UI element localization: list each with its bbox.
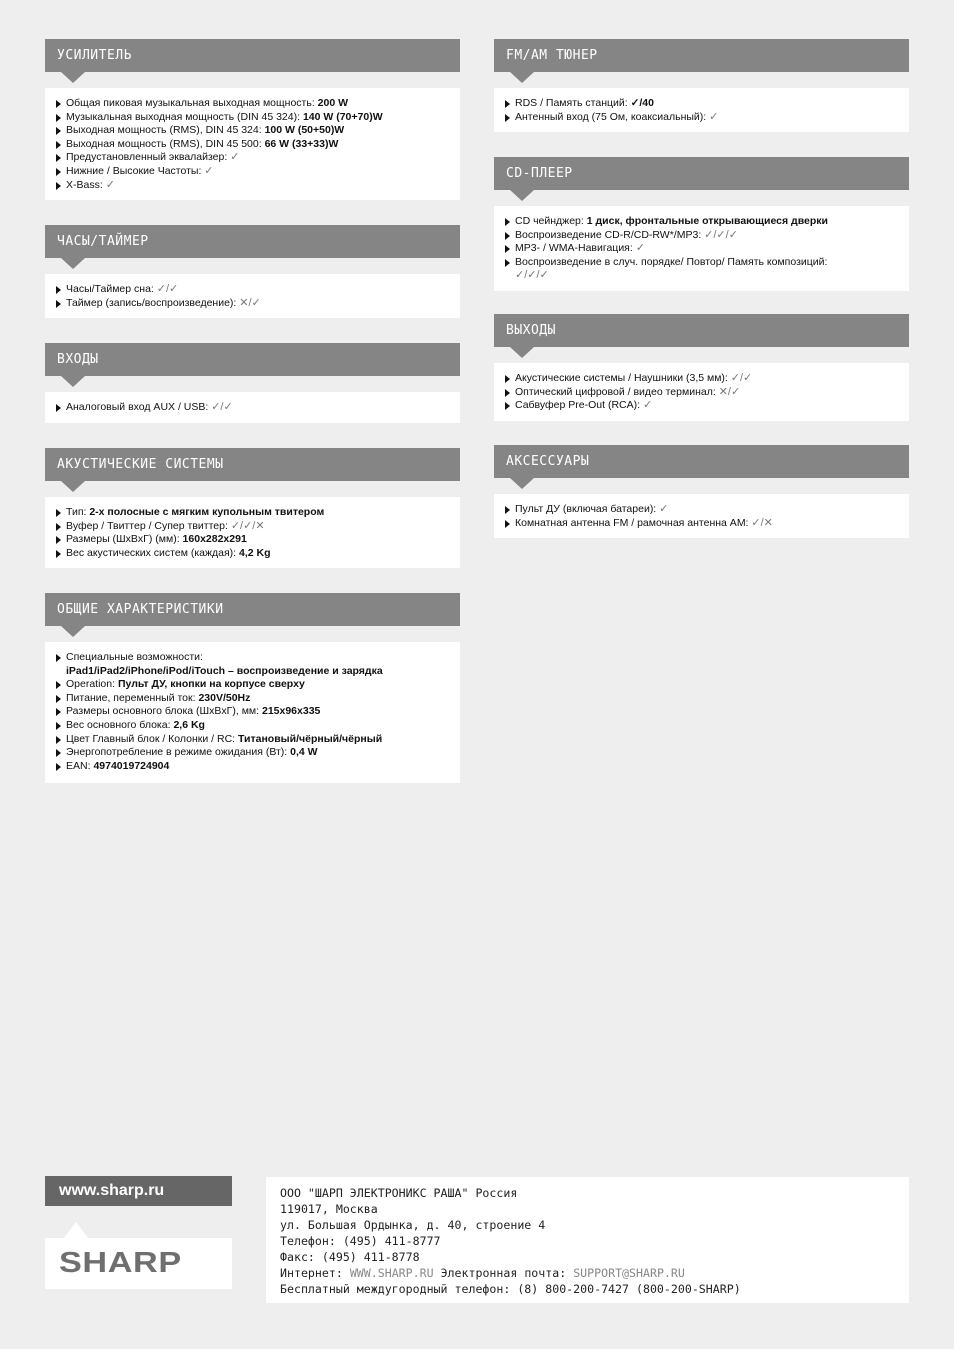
list-item: Сабвуфер Pre-Out (RCA): ✓ [504, 399, 899, 413]
phone-number: Телефон: (495) 411-8777 [280, 1234, 441, 1248]
speakers-header: АКУСТИЧЕСКИЕ СИСТЕМЫ [45, 448, 460, 481]
check-icon: ✓ [105, 178, 115, 191]
cd-section [494, 157, 909, 291]
general-list [45, 642, 460, 783]
general-header: ОБЩИЕ ХАРАКТЕРИСТИКИ [45, 593, 460, 626]
accessories-section [494, 445, 909, 538]
check-cross-icon: ✓/✕ [751, 516, 773, 529]
list-item: Тип: 2-х полосные с мягким купольным твитером [55, 506, 450, 520]
accessories-list [494, 494, 909, 538]
list-item: Нижние / Высокие Частоты: ✓ [55, 165, 450, 179]
list-item: Антенный вход (75 Ом, коаксиальный): ✓ [504, 111, 899, 125]
list-item: Выходная мощность (RMS), DIN 45 500: 66 W (33+33)W [55, 138, 450, 152]
company-name: ООО "ШАРП ЭЛЕКТРОНИКС РАША" Россия [280, 1186, 518, 1200]
amplifier-header: УСИЛИТЕЛЬ [45, 39, 460, 72]
list-item: Оптический цифровой / видео терминал: ✕/✓ [504, 386, 899, 400]
check-check-check-icon: ✓/✓/✓ [704, 228, 738, 241]
timer-header: ЧАСЫ/ТАЙМЕР [45, 225, 460, 258]
check-icon: ✓ [709, 110, 719, 123]
list-item: Размеры (ШxВxГ) (мм): 160x282x291 [55, 533, 450, 547]
list-item: Воспроизведение в случ. порядке/ Повтор/ Память композиций: ✓/✓/✓ [504, 256, 899, 283]
list-item: Выходная мощность (RMS), DIN 45 324: 100 W (50+50)W [55, 124, 450, 138]
cross-check-icon: ✕/✓ [718, 385, 741, 398]
speakers-list [45, 497, 460, 568]
inputs-header: ВХОДЫ [45, 343, 460, 376]
street-address: ул. Большая Ордынка, д. 40, строение 4 [280, 1218, 546, 1232]
list-item: Вуфер / Твиттер / Супер твиттер: ✓/✓/✕ [55, 520, 450, 534]
cd-list [494, 206, 909, 291]
contact-block [266, 1177, 909, 1303]
check-check-check-icon: ✓/✓/✓ [515, 269, 549, 282]
amplifier-list [45, 88, 460, 200]
list-item: Общая пиковая музыкальная выходная мощность: 200 W [55, 97, 450, 111]
outputs-section [494, 314, 909, 421]
list-item: Пульт ДУ (включая батареи): ✓ [504, 503, 899, 517]
hotline-number: Бесплатный междугородный телефон: (8) 800-200-7427 (800-200-SHARP) [280, 1282, 741, 1296]
internet-line: Интернет: WWW.SHARP.RU Электронная почта: SUPPORT@SHARP.RU [280, 1266, 685, 1280]
check-check-icon: ✓/✓ [156, 283, 179, 295]
tuner-header: FM/AM ТЮНЕР [494, 39, 909, 72]
list-item: Operation: Пульт ДУ, кнопки на корпусе сверху [55, 678, 450, 692]
check-icon: ✓ [659, 503, 669, 515]
outputs-list [494, 363, 909, 421]
list-item: Вес акустических систем (каждая): 4,2 Kg [55, 547, 450, 561]
list-item: Воспроизведение CD-R/CD-RW*/MP3: ✓/✓/✓ [504, 229, 899, 243]
check-icon: ✓ [230, 151, 240, 164]
amplifier-section [45, 39, 460, 200]
check-icon: ✓/40 [630, 97, 654, 109]
list-item: MP3- / WMA-Навигация: ✓ [504, 242, 899, 256]
speakers-section [45, 448, 460, 568]
tuner-list [494, 88, 909, 132]
check-icon: ✓ [635, 242, 645, 255]
accessories-header: АКСЕССУАРЫ [494, 445, 909, 478]
check-icon: ✓ [642, 399, 653, 412]
list-item: Энергопотребление в режиме ожидания (Вт): 0,4 W [55, 746, 450, 760]
list-item: Специальные возможности: iPad1/iPad2/iPhone/iPod/iTouch – воспроизведение и зарядка [55, 651, 450, 678]
cross-check-icon: ✕/✓ [239, 296, 261, 309]
list-item: Музыкальная выходная мощность (DIN 45 324): 140 W (70+70)W [55, 111, 450, 125]
list-item: Цвет Главный блок / Колонки / RC: Титановый/чёрный/чёрный [55, 733, 450, 747]
list-item: X-Bass: ✓ [55, 179, 450, 193]
list-item: Размеры основного блока (ШxВxГ), мм: 215x96x335 [55, 705, 450, 719]
list-item: CD чейнджер: 1 диск, фронтальные открывающиеся дверки [504, 215, 899, 229]
general-section [45, 593, 460, 783]
logo-text: SHARP [59, 1247, 182, 1279]
list-item: Вес основного блока: 2,6 Kg [55, 719, 450, 733]
list-item: Часы/Таймер сна: ✓/✓ [55, 283, 450, 297]
website-url-link[interactable]: WWW.SHARP.RU [349, 1266, 434, 1280]
cd-header: CD-ПЛЕЕР [494, 157, 909, 190]
inputs-section [45, 343, 460, 423]
fax-number: Факс: (495) 411-8778 [280, 1250, 420, 1264]
list-item: Акустические системы / Наушники (3,5 мм): ✓/✓ [504, 372, 899, 386]
check-icon: ✓ [204, 164, 214, 177]
check-check-icon: ✓/✓ [730, 372, 753, 384]
timer-section [45, 225, 460, 318]
list-item: Аналоговый вход AUX / USB: ✓/✓ [55, 401, 450, 415]
check-check-icon: ✓/✓ [211, 401, 233, 413]
list-item: RDS / Память станций: ✓/40 [504, 97, 899, 111]
list-item: Таймер (запись/воспроизведение): ✕/✓ [55, 297, 450, 311]
list-item: EAN: 4974019724904 [55, 760, 450, 774]
list-item: Комнатная антенна FM / рамочная антенна AM: ✓/✕ [504, 517, 899, 531]
sharp-logo [45, 1238, 232, 1289]
arrow-up-icon [64, 1222, 88, 1238]
postcode-city: 119017, Москва [280, 1202, 378, 1216]
inputs-list [45, 392, 460, 423]
tuner-section [494, 39, 909, 132]
email-link[interactable]: SUPPORT@SHARP.RU [573, 1266, 685, 1280]
list-item: Питание, переменный ток: 230V/50Hz [55, 692, 450, 706]
outputs-header: ВЫХОДЫ [494, 314, 909, 347]
check-check-cross-icon: ✓/✓/✕ [230, 519, 265, 532]
website-link[interactable]: www.sharp.ru [45, 1176, 232, 1206]
list-item: Предустановленный эквалайзер: ✓ [55, 151, 450, 165]
timer-list [45, 274, 460, 318]
